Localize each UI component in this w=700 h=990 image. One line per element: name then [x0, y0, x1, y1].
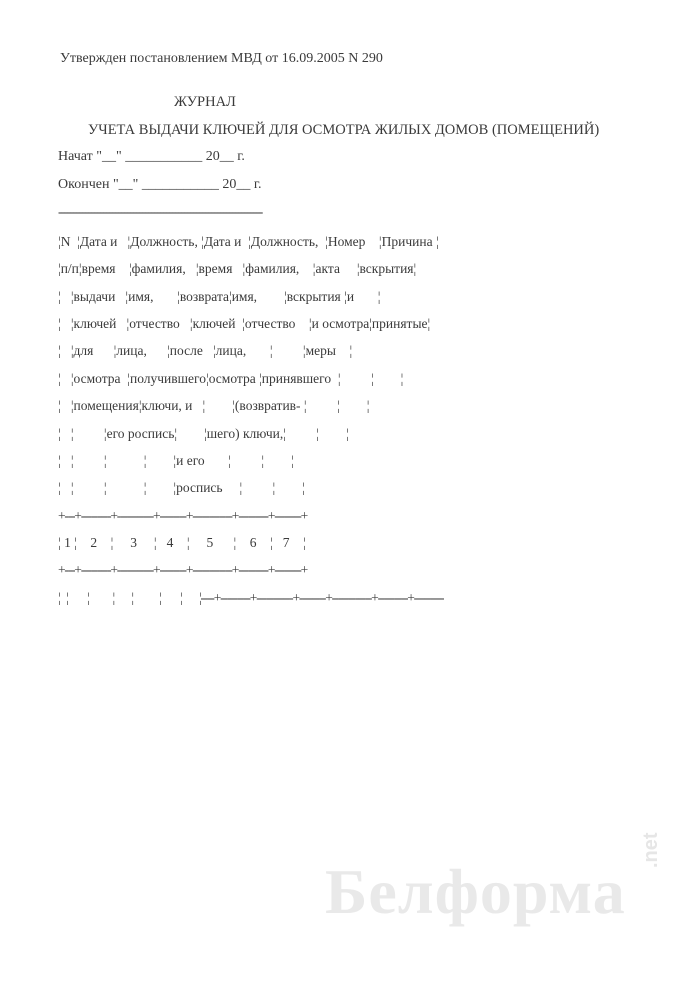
start-date-line: Начат "__" ___________ 20__ г.: [58, 149, 245, 164]
table-empty-row: ¦ ¦ ¦ ¦ ¦ ¦ ¦ ¦----+---------+-----------+--------+------------+---------+---------: [58, 590, 444, 605]
document-title: ЖУРНАЛ: [174, 94, 236, 110]
table-row: ¦ ¦выдачи ¦имя, ¦возврата¦имя, ¦вскрытия ¦и ¦: [58, 289, 381, 304]
watermark-net-suffix: .net: [640, 832, 662, 868]
table-row: ¦ ¦помещения¦ключи, и ¦ ¦(возвратив- ¦ ¦ ¦: [58, 398, 370, 413]
table-row: ¦ ¦осмотра ¦получившего¦осмотра ¦принявшего ¦ ¦ ¦: [58, 371, 404, 386]
end-date-line: Окончен "__" ___________ 20__ г.: [58, 177, 262, 192]
top-dash-rule: --------------------------------------------------------------------: [58, 204, 262, 219]
table-row: ¦ ¦ ¦ ¦ ¦роспись ¦ ¦ ¦: [58, 480, 305, 495]
approval-note: Утвержден постановлением МВД от 16.09.2005 N 290: [60, 51, 383, 66]
table-row: ¦п/п¦время ¦фамилия, ¦время ¦фамилия, ¦акта ¦вскрытия¦: [58, 261, 417, 276]
table-row: ¦ ¦ ¦его роспись¦ ¦шего) ключи,¦ ¦ ¦: [58, 426, 349, 441]
belforma-watermark: Белформа: [325, 856, 626, 927]
table-separator: +---+---------+-----------+--------+------------+---------+--------+: [58, 562, 308, 577]
table-row: ¦N ¦Дата и ¦Должность, ¦Дата и ¦Должность, ¦Номер ¦Причина ¦: [58, 234, 439, 249]
table-separator: +---+---------+-----------+--------+------------+---------+--------+: [58, 508, 308, 523]
table-row: ¦ ¦ключей ¦отчество ¦ключей ¦отчество ¦и осмотра¦принятые¦: [58, 316, 431, 331]
table-row: ¦ ¦ ¦ ¦ ¦и его ¦ ¦ ¦: [58, 453, 294, 468]
table-row: ¦ ¦для ¦лица, ¦после ¦лица, ¦ ¦меры ¦: [58, 343, 353, 358]
document-subtitle: УЧЕТА ВЫДАЧИ КЛЮЧЕЙ ДЛЯ ОСМОТРА ЖИЛЫХ ДОМОВ (ПОМЕЩЕНИЙ): [88, 122, 600, 138]
column-number-row: ¦ 1 ¦ 2 ¦ 3 ¦ 4 ¦ 5 ¦ 6 ¦ 7 ¦: [58, 535, 306, 550]
